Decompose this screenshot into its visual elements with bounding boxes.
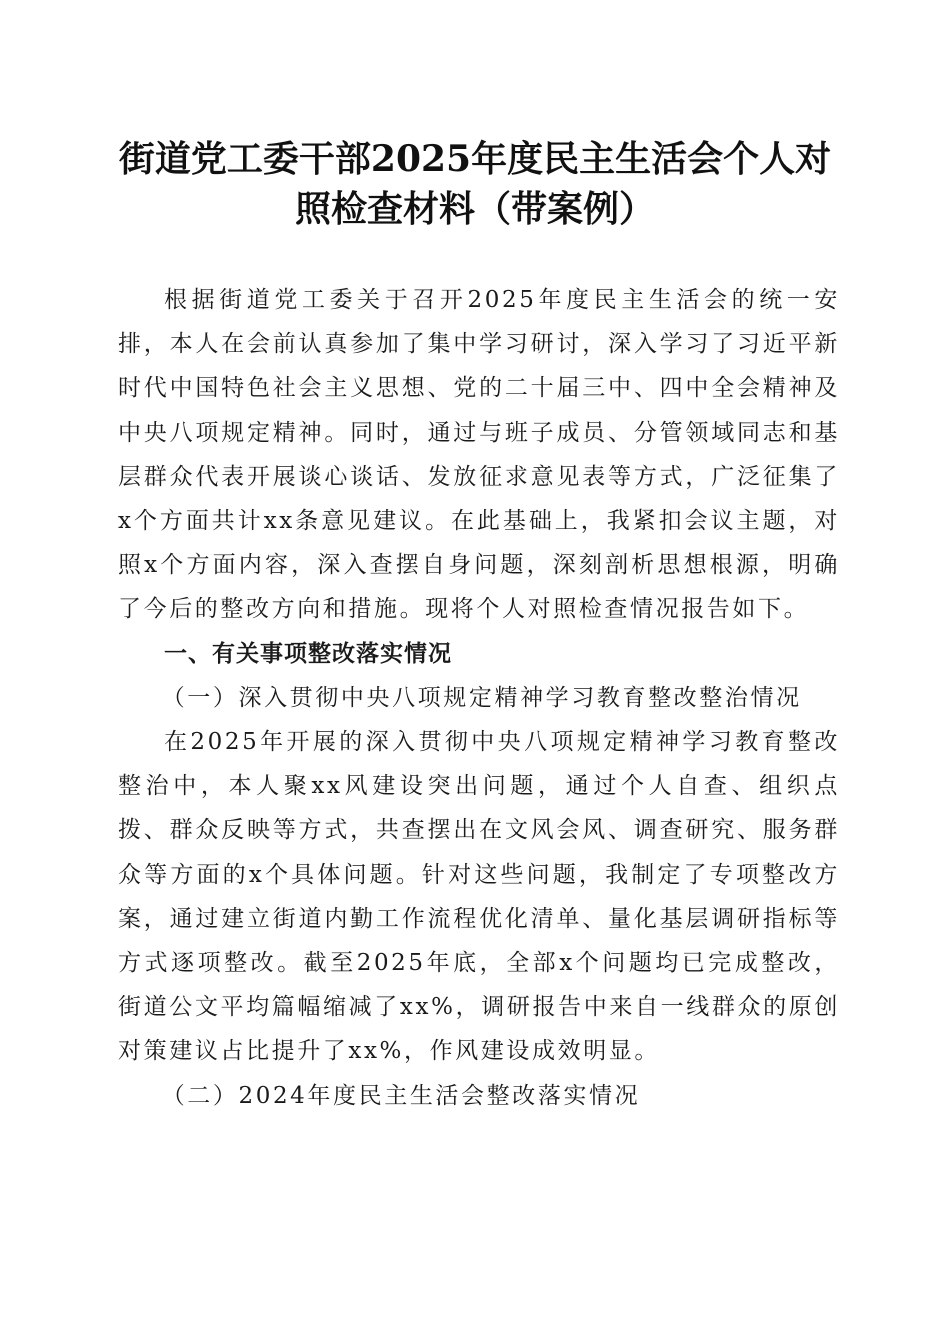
document-title <box>100 134 850 234</box>
title-line-2: 照检查材料（带案例） <box>294 188 655 230</box>
subsection-heading-2: （二）2024年度民主生活会整改落实情况 <box>161 1082 641 1109</box>
intro-paragraph: 根据街道党工委关于召开2025年度民主生活会的统一安排，本人在会前认真参加了集中学习研讨，深入学习了习近平新时代中国特色社会主义思想、党的二十届三中、四中全会精神及中央八项规定精神。同时，通过与班子成员、分管领域同志和基层群众代表开展谈心谈话、发放征求意见表等方式，广泛征集了x个方面共计xx条意见建议。在此基础上，我紧扣会议主题，对照x个方面内容，深入查摆自身问题，深刻剖析思想根源，明确了今后的整改方向和措施。现将个人对照检查情况报告如下。 <box>118 287 840 623</box>
section-heading-1: 一、有关事项整改落实情况 <box>164 640 452 667</box>
title-line-1: 街道党工委干部2025年度民主生活会个人对 <box>118 138 832 180</box>
document-body <box>118 278 840 1118</box>
subsection-heading-1: （一）深入贯彻中央八项规定精神学习教育整改整治情况 <box>161 684 802 711</box>
subsection-1-paragraph: 在2025年开展的深入贯彻中央八项规定精神学习教育整改整治中，本人聚xx风建设突出问题，通过个人自查、组织点拨、群众反映等方式，共查摆出在文风会风、调查研究、服务群众等方面的x个具体问题。针对这些问题，我制定了专项整改方案，通过建立街道内勤工作流程优化清单、量化基层调研指标等方式逐项整改。截至2025年底，全部x个问题均已完成整改，街道公文平均篇幅缩减了xx%，调研报告中来自一线群众的原创对策建议占比提升了xx%，作风建设成效明显。 <box>118 729 840 1065</box>
